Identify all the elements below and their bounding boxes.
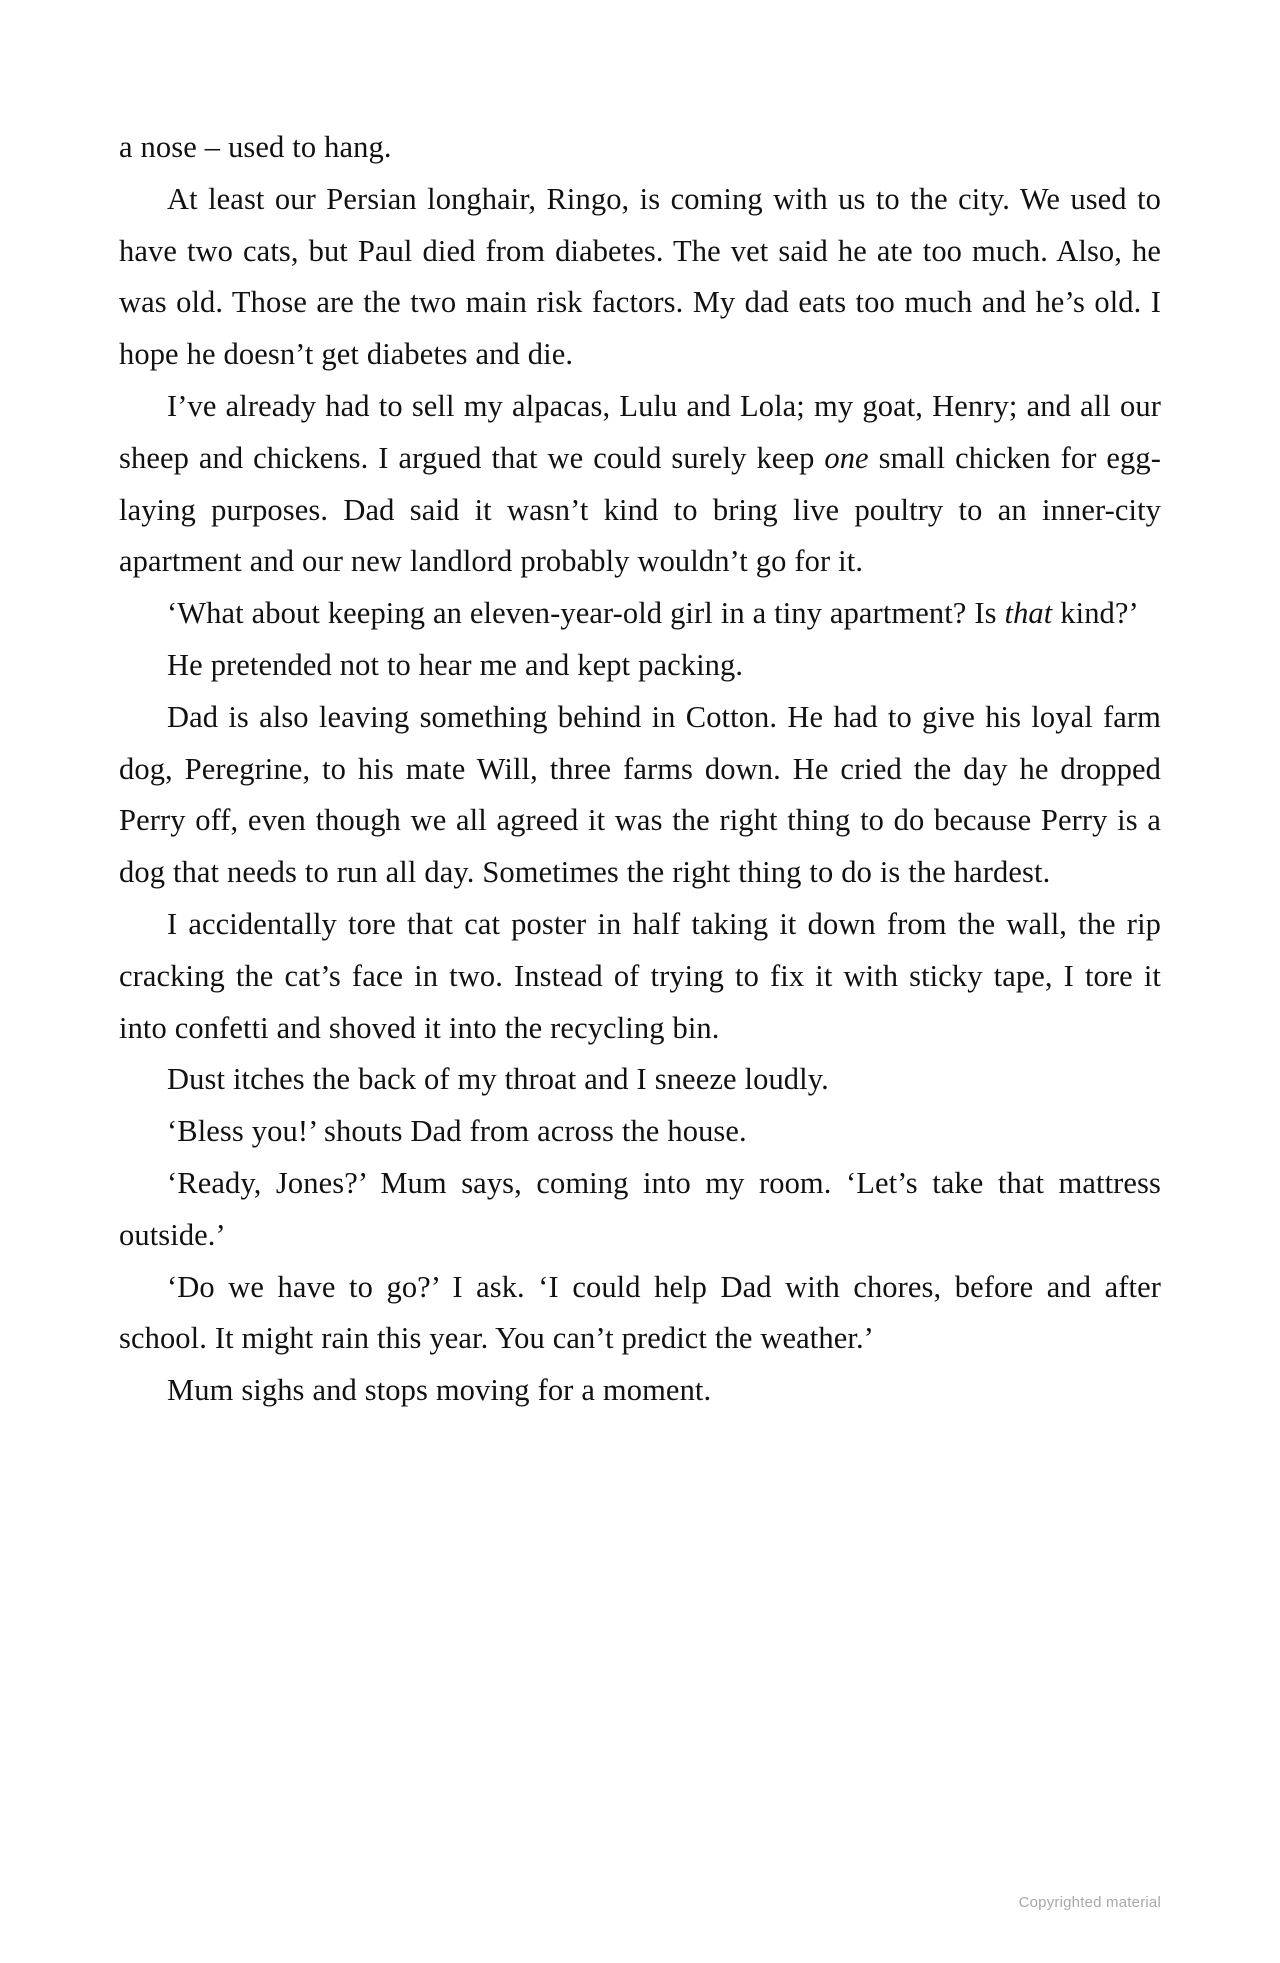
text-run: Mum sighs and stops moving for a moment. xyxy=(167,1373,712,1408)
paragraph xyxy=(119,1106,1161,1158)
text-run: small chicken for egg-laying purposes. Dad said it wasn’t kind to bring live poultry to an inner-city apartment and our new landlord probably wouldn’t go for it. xyxy=(119,440,1161,579)
copyright-note: Copyrighted material xyxy=(1018,1894,1161,1911)
paragraph xyxy=(119,1158,1161,1262)
paragraph xyxy=(119,588,1161,640)
text-run: At least our Persian longhair, Ringo, is coming with us to the city. We used to have two cats, but Paul died from diabetes. The vet said he ate too much. Also, he was old. Those are the two main risk factors. My dad eats too much and he’s old. I hope he doesn’t get diabetes and die. xyxy=(119,181,1161,372)
paragraph xyxy=(119,640,1161,692)
text-run: ‘Bless you!’ shouts Dad from across the house. xyxy=(167,1114,747,1149)
paragraph xyxy=(119,692,1161,899)
text-run: ‘Ready, Jones?’ Mum says, coming into my room. ‘Let’s take that mattress outside.’ xyxy=(119,1165,1161,1252)
paragraph xyxy=(119,122,1161,174)
text-run: ‘What about keeping an eleven-year-old girl in a tiny apartment? Is xyxy=(167,596,1005,631)
body-text-column xyxy=(119,122,1161,1417)
paragraph xyxy=(119,1262,1161,1366)
text-run: I accidentally tore that cat poster in half taking it down from the wall, the rip cracking the cat’s face in two. Instead of trying to fix it with sticky tape, I tore it into confetti and shoved it into the recycling bin. xyxy=(119,906,1161,1045)
text-run: He pretended not to hear me and kept packing. xyxy=(167,647,744,682)
paragraph xyxy=(119,1054,1161,1106)
text-run: a nose – used to hang. xyxy=(119,130,392,164)
text-run: Dad is also leaving something behind in Cotton. He had to give his loyal farm dog, Peregrine, to his mate Will, three farms down. He cried the day he dropped Perry off, even though we all agreed it was the right thing to do because Perry is a dog that needs to run all day. Sometimes the right thing to do is the hardest. xyxy=(119,699,1161,890)
paragraph xyxy=(119,174,1161,381)
emphasis-text: that xyxy=(1004,596,1053,631)
paragraph xyxy=(119,1365,1161,1417)
paragraph xyxy=(119,899,1161,1054)
emphasis-text: one xyxy=(824,440,869,475)
text-run: ‘Do we have to go?’ I ask. ‘I could help Dad with chores, before and after school. It might rain this year. You can’t predict the weather.’ xyxy=(119,1269,1161,1356)
text-run: Dust itches the back of my throat and I sneeze loudly. xyxy=(167,1062,829,1097)
text-run: kind?’ xyxy=(1052,596,1139,631)
text-run: I’ve already had to sell my alpacas, Lulu and Lola; my goat, Henry; and all our sheep and chickens. I argued that we could surely keep xyxy=(119,388,1161,475)
paragraph xyxy=(119,381,1161,588)
